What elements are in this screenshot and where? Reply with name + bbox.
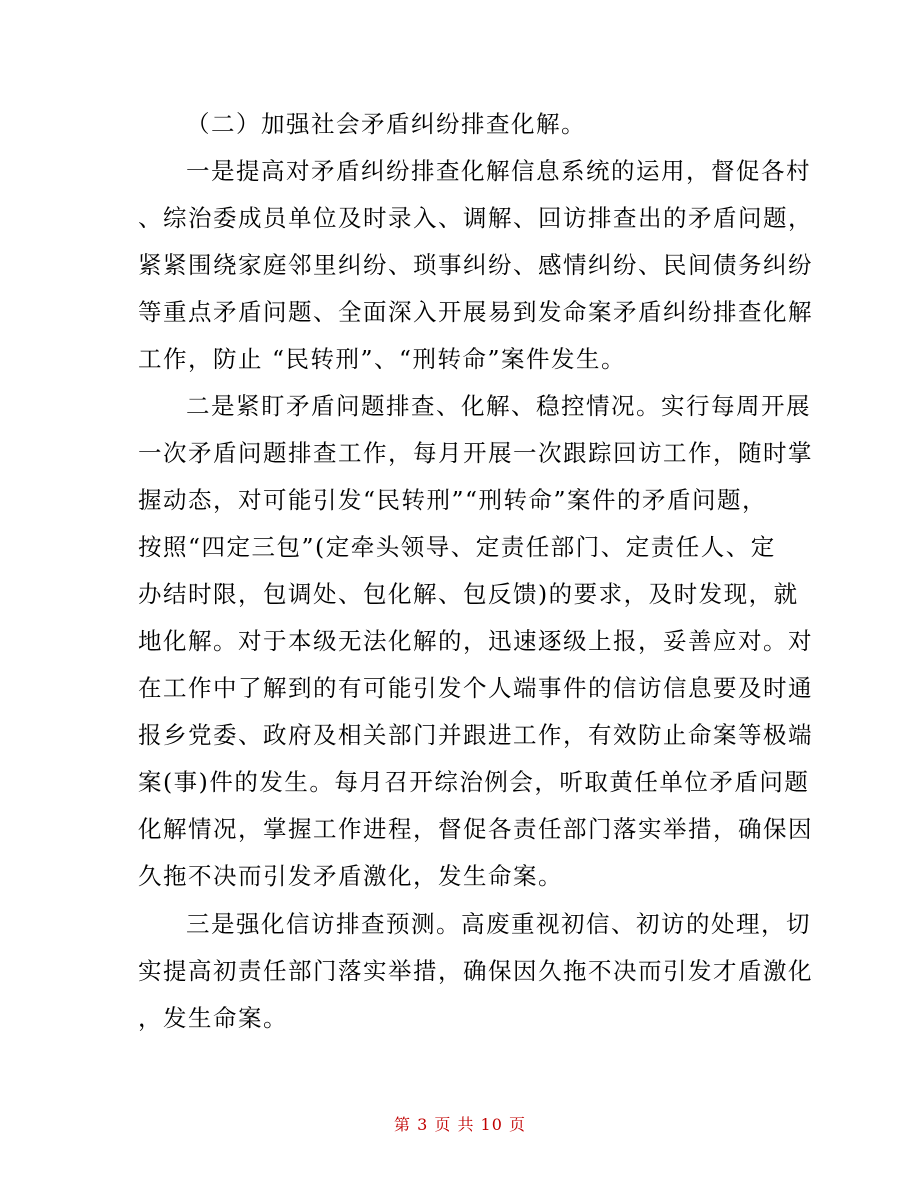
paragraph-line: 实提高初责任部门落实举措，确保因久拖不决而引发才盾激化 bbox=[138, 957, 813, 985]
paragraph-line: 二是紧盯矛盾问题排查、化解、稳控情况。实行每周开展 bbox=[186, 392, 811, 420]
paragraph-line: 一次矛盾问题排查工作，每月开展一次跟踪回访工作，随时掌 bbox=[138, 439, 813, 467]
paragraph-line: 案(事)件的发生。每月召开综治例会，听取黄任单位矛盾问题 bbox=[138, 768, 810, 796]
page-number-footer: 第 3 页 共 10 页 bbox=[394, 1115, 526, 1134]
paragraph-line: 办结时限，包调处、包化解、包反馈)的要求，及时发现，就 bbox=[138, 580, 799, 608]
paragraph-line: 久拖不决而引发矛盾激化，发生命案。 bbox=[138, 862, 563, 890]
paragraph-line: 紧紧围绕家庭邻里纠纷、琐事纠纷、感情纠纷、民间债务纠纷 bbox=[138, 251, 813, 279]
paragraph-line: 报乡党委、政府及相关部门并跟进工作，有效防止命案等极端 bbox=[138, 721, 813, 749]
paragraph-line: 化解情况，掌握工作进程，督促各责任部门落实举措，确保因 bbox=[138, 815, 813, 843]
paragraph-line: 三是强化信访排查预测。高废重视初信、初访的处理，切 bbox=[186, 910, 811, 938]
paragraph-line: 工作，防止 “民转刑”、“刑转命”案件发生。 bbox=[138, 345, 627, 373]
paragraph-line: 地化解。对于本级无法化解的，迅速逐级上报，妥善应对。对 bbox=[138, 627, 813, 655]
paragraph-line: 等重点矛盾问题、全面深入开展易到发命案矛盾纠纷排查化解 bbox=[138, 298, 813, 326]
paragraph-line: 、综治委成员单位及时录入、调解、回访排查出的矛盾问题， bbox=[138, 204, 813, 232]
section-heading: （二）加强社会矛盾纠纷排查化解。 bbox=[186, 110, 586, 138]
paragraph-line: 按照“四定三包”(定牵头领导、定责任部门、定责任人、定 bbox=[138, 533, 776, 561]
paragraph-line: 一是提高对矛盾纠纷排查化解信息系统的运用，督促各村 bbox=[186, 157, 811, 185]
paragraph-line: 握动态，对可能引发“民转刑”“刑转命”案件的矛盾问题， bbox=[138, 486, 768, 514]
paragraph-line: ，发生命案。 bbox=[138, 1004, 288, 1032]
paragraph-line: 在工作中了解到的有可能引发个人端事件的信访信息要及时通 bbox=[138, 674, 813, 702]
